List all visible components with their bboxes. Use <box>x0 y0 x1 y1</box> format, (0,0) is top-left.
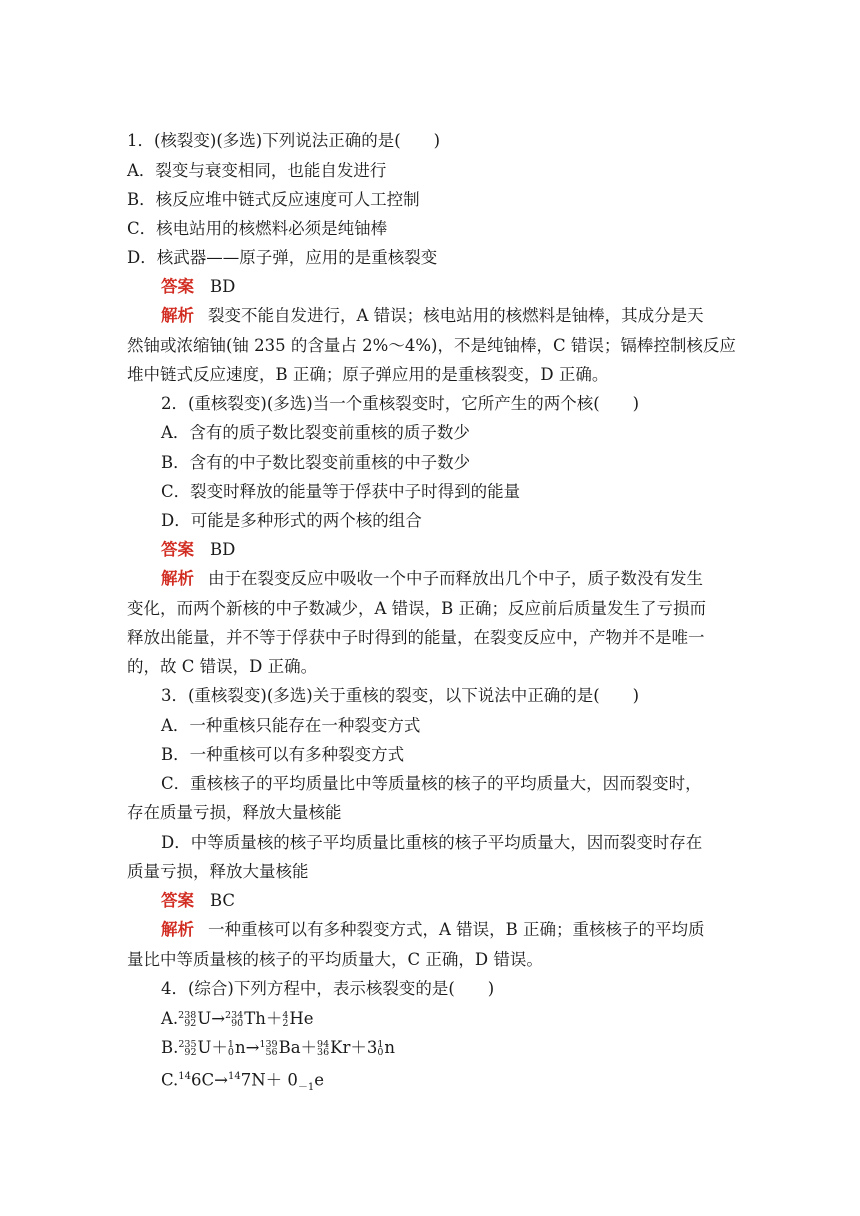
q1-option-c: C．核电站用的核燃料必须是纯铀棒 <box>127 219 388 238</box>
answer-value: BC <box>210 891 236 910</box>
q2-analysis-line-1: 解析 由于在裂变反应中吸收一个中子而释放出几个中子，质子数没有发生 <box>161 569 703 588</box>
nuclide-kr94: 94 36 <box>317 1038 330 1058</box>
answer-label: 答案 <box>161 540 194 559</box>
analysis-label: 解析 <box>161 569 194 588</box>
answer-value: BD <box>210 277 236 296</box>
q3-option-c-line-1: C．重核核子的平均质量比中等质量核的核子的平均质量大，因而裂变时， <box>161 774 702 793</box>
q4-stem: 4．(综合)下列方程中，表示核裂变的是( ) <box>161 979 495 998</box>
q1-analysis-line-2: 然铀或浓缩铀(铀 235 的含量占 2%～4%)，不是纯铀棒，C 错误；镉棒控制核反应 <box>127 336 736 355</box>
nuclide-th234: 234 90 <box>225 1009 244 1029</box>
nuclide-neutron: 1 0 <box>377 1038 384 1058</box>
q3-option-c-line-2: 存在质量亏损，释放大量核能 <box>127 803 342 822</box>
q1-option-d: D．核武器——原子弹，应用的是重核裂变 <box>127 248 438 267</box>
q1-analysis-line-1: 解析 裂变不能自发进行，A 错误；核电站用的核燃料是铀棒，其成分是天 <box>161 306 704 325</box>
q2-answer <box>161 535 737 564</box>
q3-stem: 3．(重核裂变)(多选)关于重核的裂变，以下说法中正确的是( ) <box>161 686 640 705</box>
q2-analysis-line-3: 释放出能量，并不等于俘获中子时得到的能量，在裂变反应中，产物并不是唯一 <box>127 628 705 647</box>
nuclide-ba139: 139 56 <box>259 1038 278 1058</box>
nuclide-u235: 235 92 <box>178 1038 197 1058</box>
q2-analysis-line-2: 变化，而两个新核的中子数减少，A 错误，B 正确；反应前后质量发生了亏损而 <box>127 599 707 618</box>
q1-stem: 1．(核裂变)(多选)下列说法正确的是( ) <box>127 131 441 150</box>
q3-option-d-line-2: 质量亏损，释放大量核能 <box>127 862 309 881</box>
q4-option-a: A. 238 92 U→ 234 90 Th＋ 4 2 He <box>161 1004 737 1033</box>
q1-option-b: B．核反应堆中链式反应速度可人工控制 <box>127 190 420 209</box>
q4-option-b: B. 235 92 U＋ 1 0 n→ 139 56 Ba＋ 94 36 Kr＋3 1 0 n <box>161 1033 737 1062</box>
q1-answer <box>161 272 737 301</box>
q3-analysis-line-2: 量比中等质量核的核子的平均质量大，C 正确，D 错误。 <box>127 950 543 969</box>
q2-stem: 2．(重核裂变)(多选)当一个重核裂变时，它所产生的两个核( ) <box>161 394 640 413</box>
q1-option-a: A．裂变与衰变相同，也能自发进行 <box>127 161 387 180</box>
q3-option-a: A．一种重核只能存在一种裂变方式 <box>161 716 421 735</box>
analysis-label: 解析 <box>161 920 194 939</box>
analysis-label: 解析 <box>161 306 194 325</box>
nuclide-neutron: 1 0 <box>227 1038 234 1058</box>
q3-analysis-line-1: 解析 一种重核可以有多种裂变方式，A 错误，B 正确；重核核子的平均质 <box>161 920 705 939</box>
q1-analysis-line-3: 堆中链式反应速度，B 正确；原子弹应用的是重核裂变，D 正确。 <box>127 365 609 384</box>
answer-label: 答案 <box>161 277 194 296</box>
q2-option-b: B．含有的中子数比裂变前重核的中子数少 <box>161 453 471 472</box>
q2-option-a: A．含有的质子数比裂变前重核的质子数少 <box>161 423 470 442</box>
q2-analysis-line-4: 的，故 C 错误，D 正确。 <box>127 657 318 676</box>
q2-option-c: C．裂变时释放的能量等于俘获中子时得到的能量 <box>161 482 521 501</box>
q4-option-c: $C.^{14}6C\to^{14}7N+ 0_{-1}e$ <box>161 1070 325 1093</box>
q3-answer <box>161 886 737 915</box>
q3-option-d-line-1: D．中等质量核的核子平均质量比重核的核子平均质量大，因而裂变时存在 <box>161 833 703 852</box>
answer-value: BD <box>210 540 236 559</box>
answer-label: 答案 <box>161 891 194 910</box>
nuclide-he4: 4 2 <box>282 1009 289 1029</box>
nuclide-u238: 238 92 <box>178 1009 197 1029</box>
q3-option-b: B．一种重核可以有多种裂变方式 <box>161 745 405 764</box>
q2-option-d: D．可能是多种形式的两个核的组合 <box>161 511 422 530</box>
